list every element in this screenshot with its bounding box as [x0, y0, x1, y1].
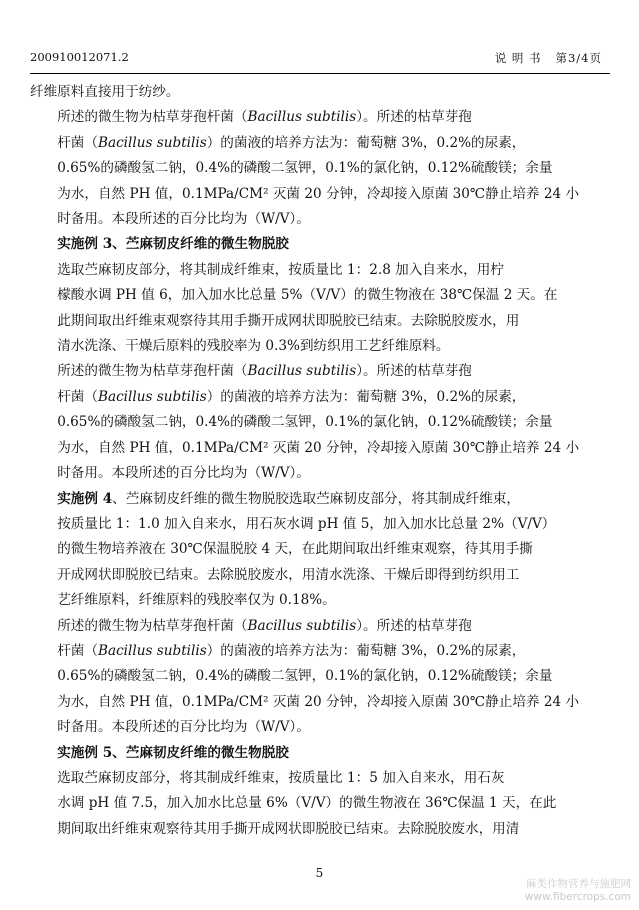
text-line	[30, 207, 600, 232]
watermark-line-1: 麻类作物营养与施肥网	[526, 878, 631, 890]
text-segment: 杆菌（	[57, 388, 98, 405]
text-line	[30, 715, 600, 740]
text-line	[30, 309, 600, 334]
text-line	[30, 258, 600, 283]
text-line	[30, 563, 600, 588]
text-segment: 为水，自然 PH 值，0.1MPa/CM² 灭菌 20 分钟，冷却接入原菌 30℃静止培养 24 小	[57, 185, 580, 202]
paragraph	[30, 105, 600, 232]
text-line	[30, 156, 600, 181]
text-line	[30, 639, 600, 664]
text-line	[30, 334, 600, 359]
text-line	[30, 537, 600, 562]
text-line	[30, 232, 600, 257]
text-line	[30, 80, 600, 105]
text-segment: 所述的微生物为枯草芽孢杆菌（	[57, 617, 248, 634]
latin-name: Bacillus subtilis	[97, 642, 207, 659]
text-segment: 檬酸水调 PH 值 6，加入加水比总量 5%（V/V）的微生物液在 38℃保温 2 天。在	[57, 287, 558, 304]
document-id: 200910012071.2	[30, 50, 129, 64]
text-line	[30, 664, 600, 689]
latin-name: Bacillus subtilis	[97, 388, 207, 405]
example-heading: 实施例 5	[57, 744, 113, 761]
header-rule	[30, 73, 610, 74]
text-line	[30, 614, 600, 639]
text-segment: 杆菌（	[57, 642, 98, 659]
document-body	[30, 80, 600, 842]
watermark-line-2: www.fibercrops.com	[524, 891, 631, 903]
text-line	[30, 487, 600, 512]
text-segment: 时备用。本段所述的百分比均为（W/V）。	[57, 719, 310, 736]
text-line	[30, 105, 600, 130]
text-line	[30, 588, 600, 613]
text-segment: 、苎麻韧皮纤维的微生物脱胶选取苎麻韧皮部分，将其制成纤维束，	[112, 490, 520, 507]
text-segment: 杆菌（	[57, 134, 98, 151]
paragraph	[30, 232, 600, 257]
page-info: 第3/4页	[555, 51, 602, 65]
page-header	[30, 50, 610, 70]
text-segment: 艺纤维原料，纤维原料的残胶率仅为 0.18%。	[57, 592, 336, 609]
text-line	[30, 690, 600, 715]
text-segment: ）的菌液的培养方法为：葡萄糖 3%，0.2%的尿素，	[206, 134, 526, 151]
page-number: 5	[315, 866, 324, 880]
text-segment: 开成网状即脱胶已结束。去除脱胶废水，用清水洗涤、干燥后即得到纺织用工	[57, 566, 520, 583]
text-line	[30, 283, 600, 308]
text-segment: 水调 pH 值 7.5，加入加水比总量 6%（V/V）的微生物液在 36℃保温 1 天，在此	[57, 795, 557, 812]
header-page-info	[495, 50, 602, 66]
paragraph	[30, 258, 600, 360]
latin-name: Bacillus subtilis	[247, 617, 357, 634]
text-line	[30, 436, 600, 461]
text-segment: 纤维原料直接用于纺纱。	[30, 84, 180, 100]
text-segment: 清水洗涤、干燥后原料的残胶率为 0.3%到纺织用工艺纤维原料。	[57, 338, 450, 355]
text-segment: 此期间取出纤维束观察待其用手撕开成网状即脱胶已结束。去除脱胶废水，用	[57, 312, 520, 329]
text-segment: 时备用。本段所述的百分比均为（W/V）。	[57, 211, 310, 228]
example-heading: 、苎麻韧皮纤维的微生物脱胶	[112, 236, 289, 253]
text-segment: ）。所述的枯草芽孢	[356, 617, 472, 634]
text-line	[30, 461, 600, 486]
text-line	[30, 410, 600, 435]
text-segment: 选取苎麻韧皮部分，将其制成纤维束，按质量比 1：2.8 加入自来水，用柠	[57, 261, 504, 278]
paragraph	[30, 359, 600, 486]
text-segment: ）的菌液的培养方法为：葡萄糖 3%，0.2%的尿素，	[206, 388, 526, 405]
latin-name: Bacillus subtilis	[97, 134, 207, 151]
text-segment: 为水，自然 PH 值，0.1MPa/CM² 灭菌 20 分钟，冷却接入原菌 30℃静止培养 24 小	[57, 693, 580, 710]
text-line	[30, 385, 600, 410]
text-segment: 为水，自然 PH 值，0.1MPa/CM² 灭菌 20 分钟，冷却接入原菌 30℃静止培养 24 小	[57, 439, 580, 456]
example-heading: 实施例 4	[57, 490, 113, 507]
paragraph	[30, 487, 600, 614]
example-heading: 实施例 3	[57, 236, 113, 253]
latin-name: Bacillus subtilis	[247, 363, 357, 380]
text-line	[30, 817, 600, 842]
text-segment: 期间取出纤维束观察待其用手撕开成网状即脱胶已结束。去除脱胶废水，用清	[57, 820, 520, 837]
text-line	[30, 182, 600, 207]
paragraph	[30, 741, 600, 766]
text-segment: 0.65%的磷酸氢二钠，0.4%的磷酸二氢钾，0.1%的氯化钠，0.12%硫酸镁；余量	[57, 414, 553, 431]
paragraph	[30, 766, 600, 842]
section-title: 说 明 书	[494, 51, 542, 65]
text-line	[30, 791, 600, 816]
text-segment: 0.65%的磷酸氢二钠，0.4%的磷酸二氢钾，0.1%的氯化钠，0.12%硫酸镁；余量	[57, 160, 553, 177]
paragraph	[30, 614, 600, 741]
text-line	[30, 359, 600, 384]
text-segment: 选取苎麻韧皮部分，将其制成纤维束，按质量比 1：5 加入自来水，用石灰	[57, 769, 505, 786]
text-segment: ）。所述的枯草芽孢	[356, 109, 472, 126]
text-segment: ）的菌液的培养方法为：葡萄糖 3%，0.2%的尿素，	[206, 642, 526, 659]
text-segment: 所述的微生物为枯草芽孢杆菌（	[57, 109, 248, 126]
watermark	[525, 878, 631, 904]
text-segment: 按质量比 1：1.0 加入自来水，用石灰水调 pH 值 5，加入加水比总量 2%（V/V）	[57, 515, 556, 532]
text-segment: 的微生物培养液在 30℃保温脱胶 4 天，在此期间取出纤维束观察，待其用手撕	[57, 541, 533, 558]
example-heading: 、苎麻韧皮纤维的微生物脱胶	[112, 744, 289, 761]
text-line	[30, 741, 600, 766]
paragraph	[30, 80, 600, 105]
text-segment: 0.65%的磷酸氢二钠，0.4%的磷酸二氢钾，0.1%的氯化钠，0.12%硫酸镁；余量	[57, 668, 553, 685]
text-line	[30, 512, 600, 537]
text-line	[30, 766, 600, 791]
latin-name: Bacillus subtilis	[247, 109, 357, 126]
text-line	[30, 131, 600, 156]
text-segment: 所述的微生物为枯草芽孢杆菌（	[57, 363, 248, 380]
text-segment: 时备用。本段所述的百分比均为（W/V）。	[57, 465, 310, 482]
text-segment: ）。所述的枯草芽孢	[356, 363, 472, 380]
